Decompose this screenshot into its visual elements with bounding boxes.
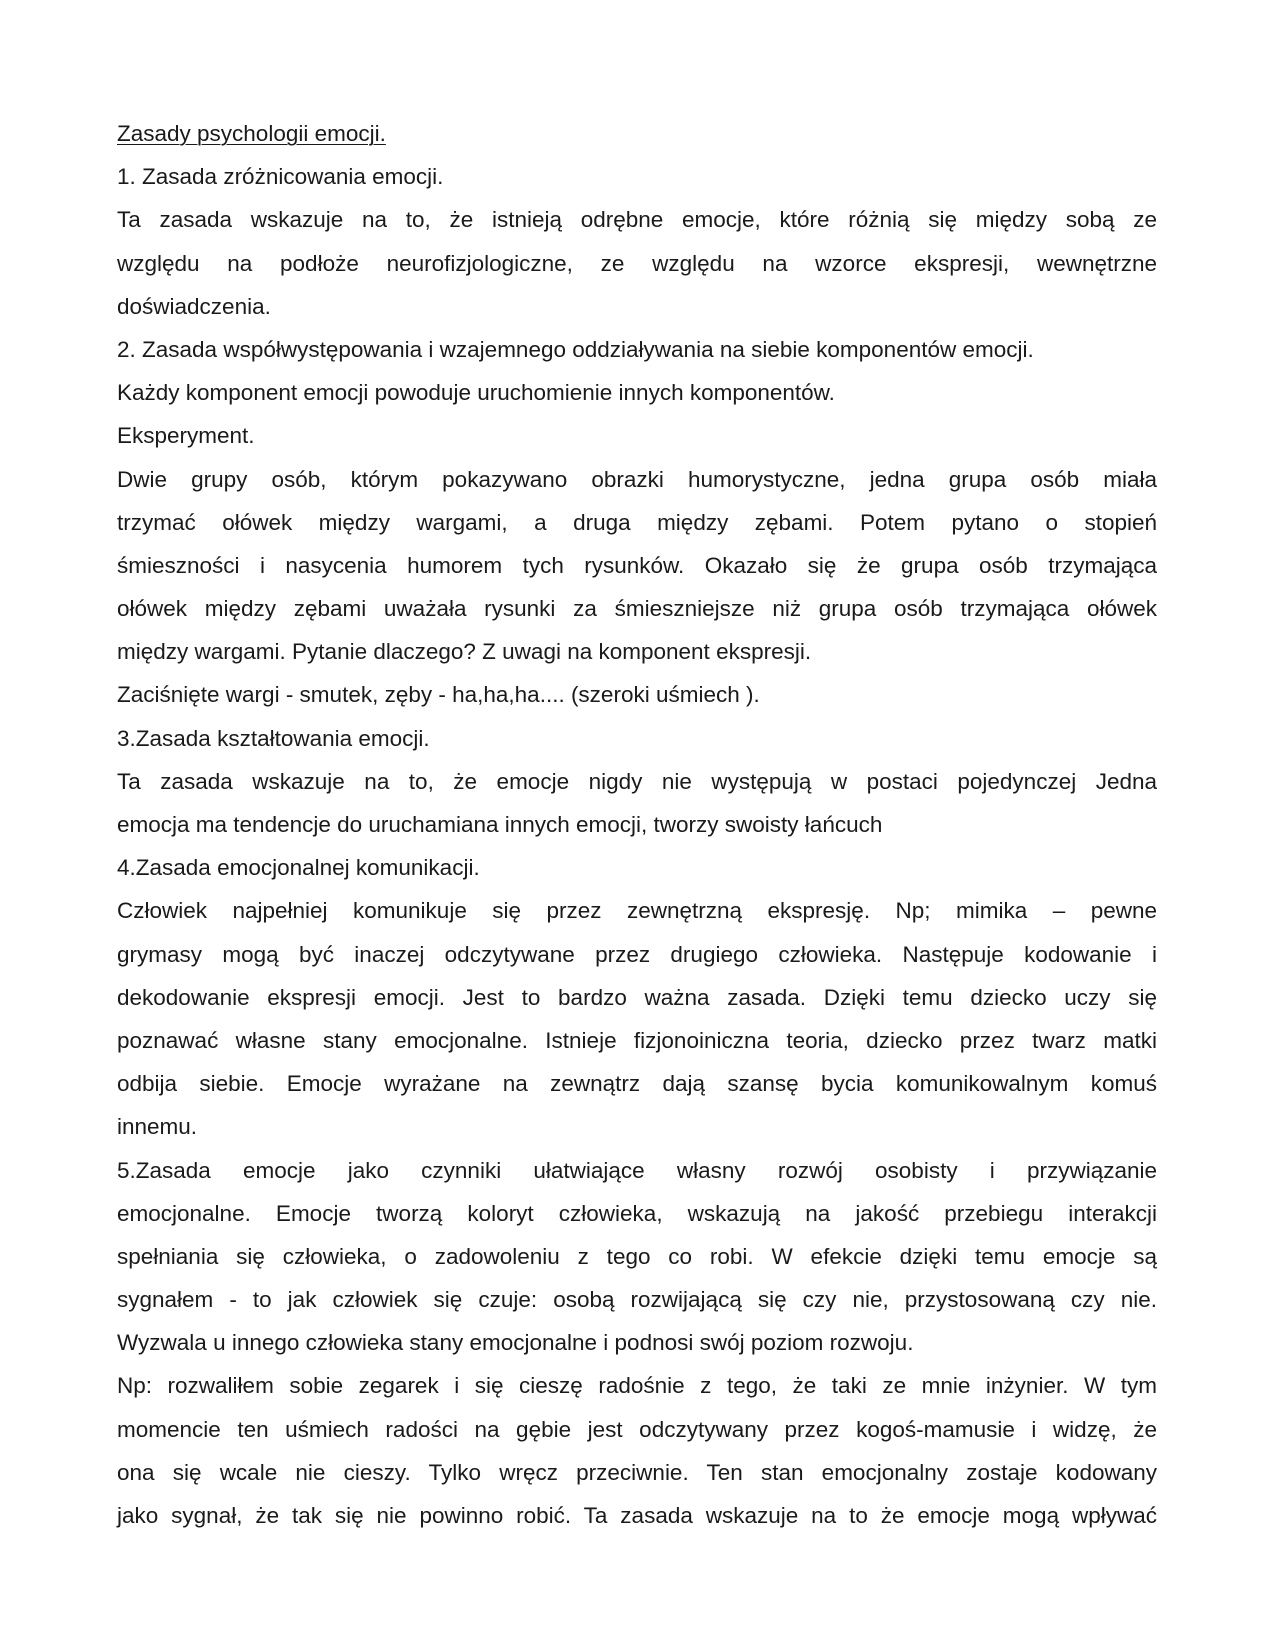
text-line: doświadczenia. <box>117 293 271 319</box>
text-line: 5.Zasada emocje jako czynniki ułatwiające własny rozwój osobisty i przywiązanie <box>117 1157 1157 1183</box>
text-line: emocjonalne. Emocje tworzą koloryt człowieka, wskazują na jakość przebiegu interakcji <box>117 1200 1157 1226</box>
text-line: Np: rozwaliłem sobie zegarek i się cieszę radośnie z tego, że taki ze mnie inżynier. W tym <box>117 1373 1157 1399</box>
text-line: jako sygnał, że tak się nie powinno robić. Ta zasada wskazuje na to że emocje mogą wpływać <box>117 1503 1157 1528</box>
text-line: Ta zasada wskazuje na to, że istnieją odrębne emocje, które różnią się między sobą ze <box>117 207 1157 233</box>
text-line: grymasy mogą być inaczej odczytywane przez drugiego człowieka. Następuje kodowanie i <box>117 941 1157 967</box>
text-line: odbija siebie. Emocje wyrażane na zewnątrz dają szansę bycia komunikowalnym komuś <box>117 1071 1157 1097</box>
document-body <box>117 112 1157 1537</box>
text-line: trzymać ołówek między wargami, a druga między zębami. Potem pytano o stopień <box>117 509 1157 535</box>
text-line: 2. Zasada współwystępowania i wzajemnego oddziaływania na siebie komponentów emocji. <box>117 336 1034 362</box>
paragraph-lines <box>117 155 1157 1537</box>
text-line: 1. Zasada zróżnicowania emocji. <box>117 164 444 190</box>
text-line: 3.Zasada kształtowania emocji. <box>117 725 430 751</box>
text-line: Człowiek najpełniej komunikuje się przez zewnętrzną ekspresję. Np; mimika – pewne <box>117 898 1157 924</box>
text-line: innemu. <box>117 1114 198 1140</box>
text-line: sygnałem - to jak człowiek się czuje: osobą rozwijającą się czy nie, przystosowaną czy nie. <box>117 1287 1157 1313</box>
text-line: Wyzwala u innego człowieka stany emocjonalne i podnosi swój poziom rozwoju. <box>117 1330 914 1356</box>
text-line: momencie ten uśmiech radości na gębie jest odczytywany przez kogoś-mamusie i widzę, że <box>117 1416 1157 1442</box>
text-line: Zaciśnięte wargi - smutek, zęby - ha,ha,ha.... (szeroki uśmiech ). <box>117 682 760 708</box>
text-line: ona się wcale nie cieszy. Tylko wręcz przeciwnie. Ten stan emocjonalny zostaje kodowany <box>117 1459 1157 1485</box>
text-line: ołówek między zębami uważała rysunki za śmieszniejsze niż grupa osób trzymająca ołówek <box>117 596 1157 622</box>
text-line: emocja ma tendencje do uruchamiana innych emocji, tworzy swoisty łańcuch <box>117 812 883 837</box>
text-line: względu na podłoże neurofizjologiczne, ze względu na wzorce ekspresji, wewnętrzne <box>117 250 1157 276</box>
document-title-line <box>117 112 1157 155</box>
text-line: między wargami. Pytanie dlaczego? Z uwagi na komponent ekspresji. <box>117 639 812 665</box>
text-line: śmieszności i nasycenia humorem tych rysunków. Okazało się że grupa osób trzymająca <box>117 552 1157 578</box>
text-line: Ta zasada wskazuje na to, że emocje nigdy nie występują w postaci pojedynczej Jedna <box>117 768 1157 794</box>
text-line: poznawać własne stany emocjonalne. Istnieje fizjonoiniczna teoria, dziecko przez twarz matki <box>117 1027 1157 1053</box>
text-line: 4.Zasada emocjonalnej komunikacji. <box>117 855 480 881</box>
text-line: Dwie grupy osób, którym pokazywano obrazki humorystyczne, jedna grupa osób miała <box>117 466 1157 492</box>
document-title: Zasady psychologii emocji. <box>117 121 386 146</box>
text-line: dekodowanie ekspresji emocji. Jest to bardzo ważna zasada. Dzięki temu dziecko uczy się <box>117 984 1157 1010</box>
text-line: Każdy komponent emocji powoduje uruchomienie innych komponentów. <box>117 380 835 406</box>
text-line: spełniania się człowieka, o zadowoleniu z tego co robi. W efekcie dzięki temu emocje są <box>117 1243 1157 1269</box>
text-line: Eksperyment. <box>117 423 255 449</box>
